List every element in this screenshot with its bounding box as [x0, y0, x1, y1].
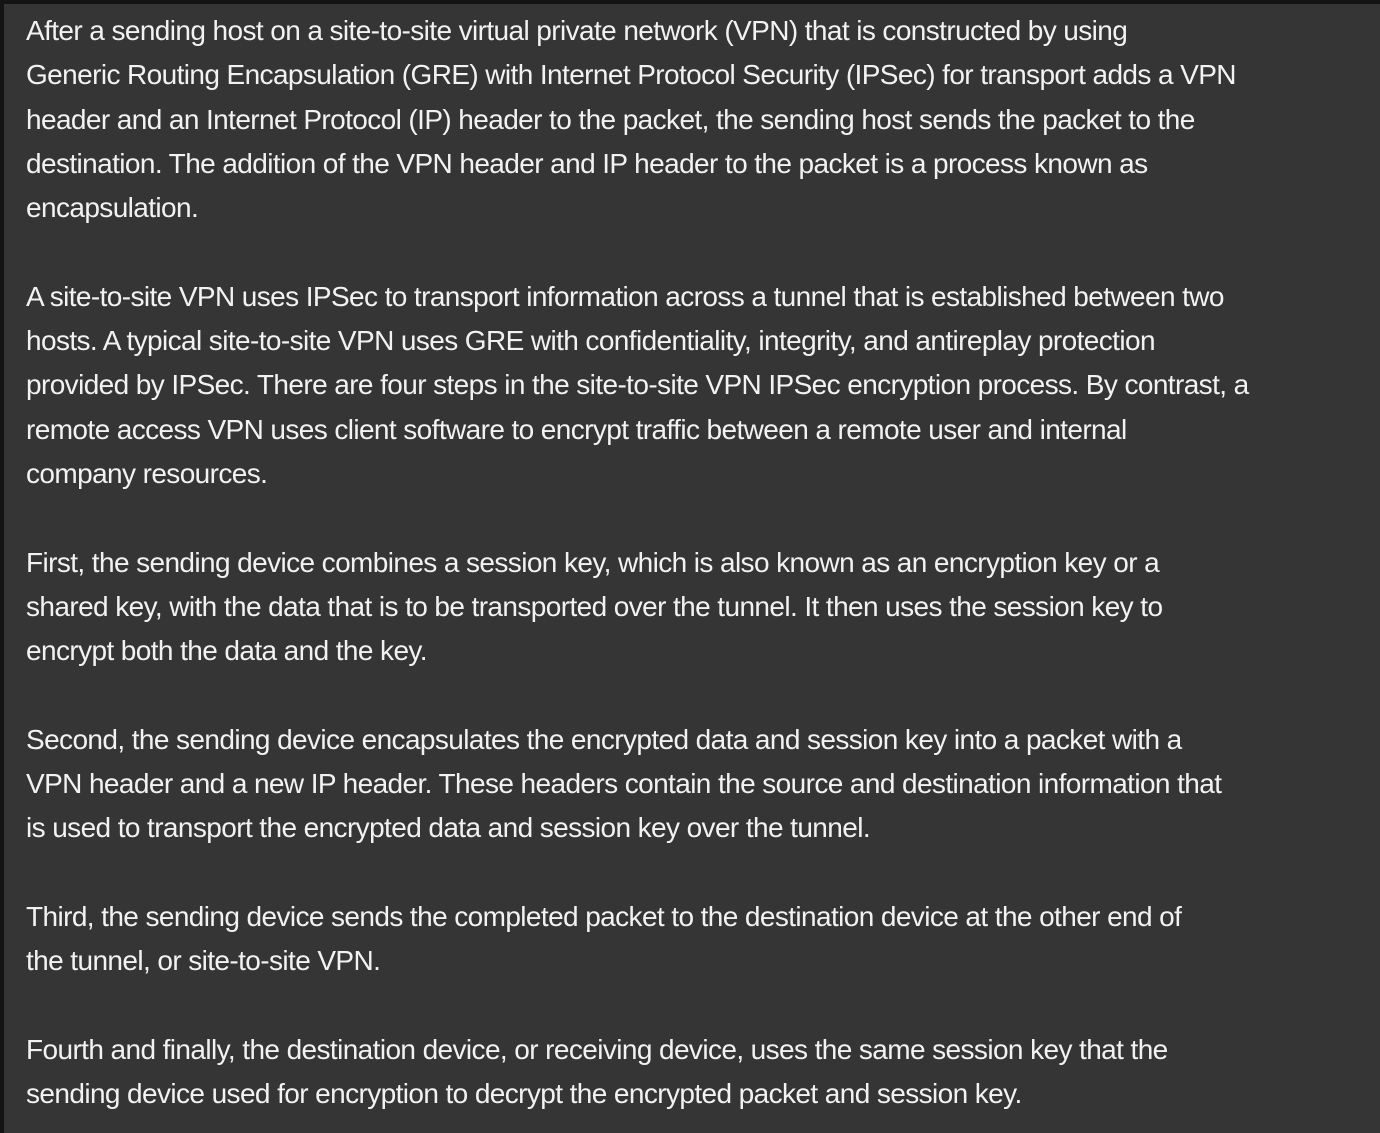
explanation-text-block — [4, 4, 1380, 1116]
paragraph-encapsulation-overview — [26, 9, 1360, 230]
text-line: hosts. A typical site-to-site VPN uses GRE with confidentiality, integrity, and antireplay protection — [26, 325, 1155, 357]
text-line: encapsulation. — [26, 192, 199, 224]
text-line: Third, the sending device sends the completed packet to the destination device at the other end of — [26, 900, 1182, 932]
text-line: Generic Routing Encapsulation (GRE) with Internet Protocol Security (IPSec) for transport adds a VPN — [26, 59, 1236, 91]
text-line: provided by IPSec. There are four steps in the site-to-site VPN IPSec encryption process. By contrast, a — [26, 369, 1249, 401]
text-line: After a sending host on a site-to-site virtual private network (VPN) that is constructed by using — [26, 15, 1128, 46]
text-line: VPN header and a new IP header. These headers contain the source and destination information that — [26, 768, 1222, 800]
text-line: company resources. — [26, 457, 268, 489]
text-line: sending device used for encryption to decrypt the encrypted packet and session key. — [26, 1078, 1022, 1110]
text-line: the tunnel, or site-to-site VPN. — [26, 945, 381, 977]
text-line: is used to transport the encrypted data and session key over the tunnel. — [26, 812, 871, 844]
text-line: remote access VPN uses client software to encrypt traffic between a remote user and internal — [26, 413, 1127, 445]
text-line: encrypt both the data and the key. — [26, 635, 427, 667]
paragraph-step-fourth — [26, 1028, 1360, 1117]
paragraph-step-third — [26, 895, 1360, 984]
text-line: shared key, with the data that is to be transported over the tunnel. It then uses the session key to — [26, 590, 1163, 622]
text-line: header and an Internet Protocol (IP) header to the packet, the sending host sends the packet to the — [26, 103, 1195, 135]
text-line: destination. The addition of the VPN header and IP header to the packet is a process known as — [26, 147, 1148, 179]
text-line: First, the sending device combines a session key, which is also known as an encryption key or a — [26, 546, 1160, 578]
text-line: A site-to-site VPN uses IPSec to transport information across a tunnel that is established between two — [26, 280, 1224, 312]
text-line: Fourth and finally, the destination device, or receiving device, uses the same session key that the — [26, 1033, 1168, 1065]
paragraph-step-second — [26, 718, 1360, 851]
text-line: Second, the sending device encapsulates the encrypted data and session key into a packet with a — [26, 723, 1182, 755]
paragraph-site-to-site-vpn — [26, 275, 1360, 496]
paragraph-step-first — [26, 541, 1360, 674]
